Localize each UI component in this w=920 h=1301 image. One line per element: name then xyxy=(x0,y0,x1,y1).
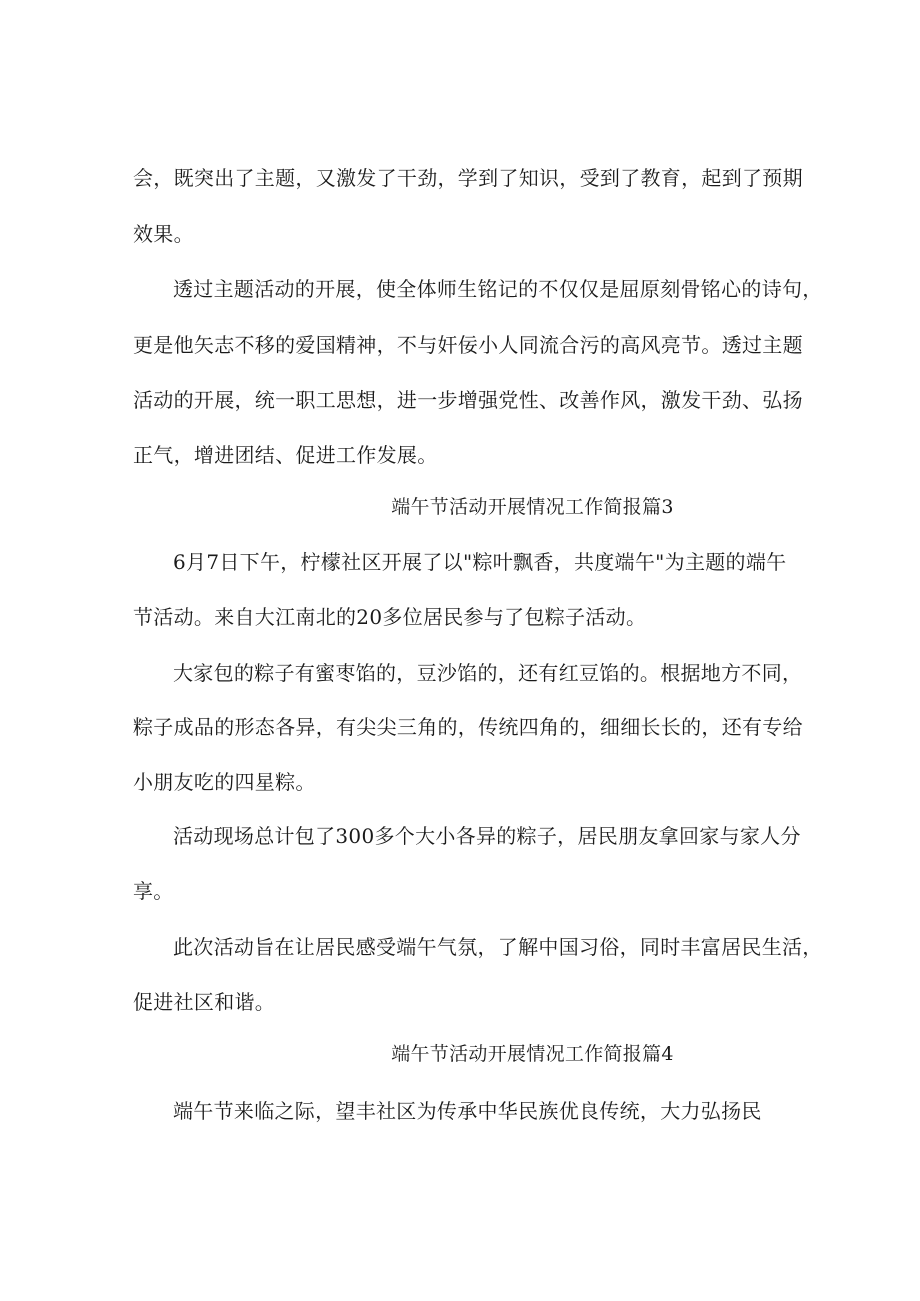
paragraph-line: 此次活动旨在让居民感受端午气氛，了解中国习俗，同时丰富居民生活， xyxy=(173,935,823,959)
paragraph-line: 更是他矢志不移的爱国精神，不与奸佞小人同流合污的高风亮节。透过主题 xyxy=(133,333,803,357)
paragraph-line: 透过主题活动的开展，使全体师生铭记的不仅仅是屈原刻骨铭心的诗句， xyxy=(173,277,823,301)
paragraph-line: 活动的开展，统一职工思想，进一步增强党性、改善作风，激发干劲、弘扬 xyxy=(133,388,803,412)
paragraph-line: 节活动。来自大江南北的20多位居民参与了包粽子活动。 xyxy=(133,605,647,629)
paragraph-line: 小朋友吃的四星粽。 xyxy=(133,770,316,794)
section-heading: 端午节活动开展情况工作简报篇4 xyxy=(391,1043,674,1065)
paragraph-line: 享。 xyxy=(133,879,174,903)
paragraph-line: 会，既突出了主题，又激发了干劲，学到了知识，受到了教育，起到了预期 xyxy=(133,166,803,190)
paragraph-line: 6月7日下午，柠檬社区开展了以"粽叶飘香，共度端午"为主题的端午 xyxy=(173,550,787,574)
paragraph-line: 活动现场总计包了300多个大小各异的粽子，居民朋友拿回家与家人分 xyxy=(173,824,801,848)
paragraph-line: 大家包的粽子有蜜枣馅的，豆沙馅的，还有红豆馅的。根据地方不同， xyxy=(173,661,803,685)
paragraph-line: 正气，增进团结、促进工作发展。 xyxy=(133,443,438,467)
paragraph-line: 促进社区和谐。 xyxy=(133,990,276,1014)
paragraph-line: 效果。 xyxy=(133,222,194,246)
paragraph-line: 粽子成品的形态各异，有尖尖三角的，传统四角的，细细长长的，还有专给 xyxy=(133,715,803,739)
paragraph-line: 端午节来临之际，望丰社区为传承中华民族优良传统，大力弘扬民 xyxy=(173,1099,762,1123)
section-heading: 端午节活动开展情况工作简报篇3 xyxy=(391,496,674,518)
